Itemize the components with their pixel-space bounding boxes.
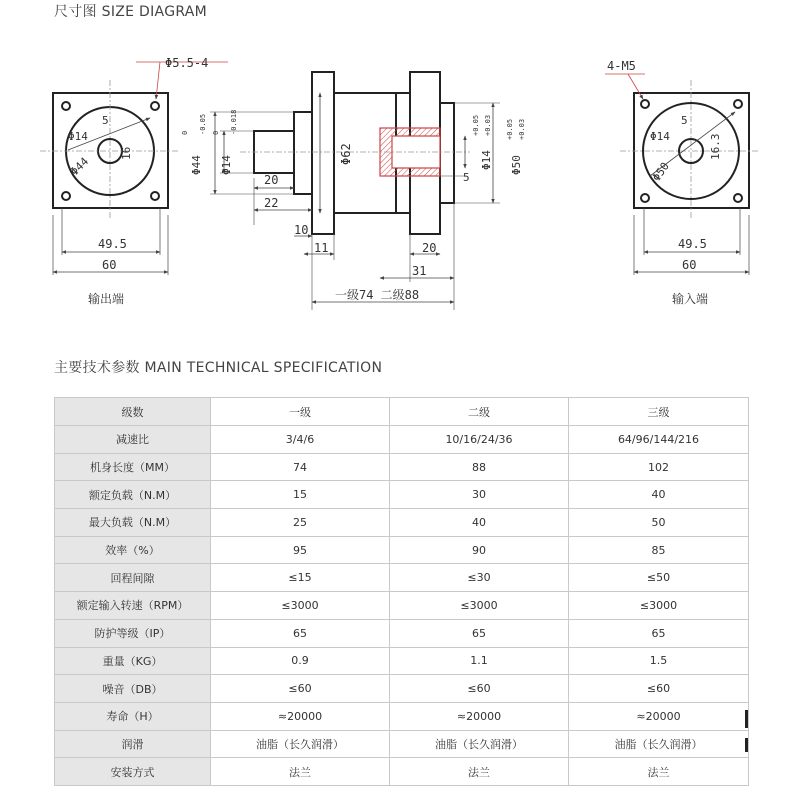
table-row (55, 758, 749, 786)
table-row (55, 675, 749, 703)
table-cell: 10/16/24/36 (390, 426, 569, 454)
spec-title: 主要技术参数 MAIN TECHNICAL SPECIFICATION (54, 360, 383, 376)
table-row (55, 481, 749, 509)
size-diagram (0, 0, 800, 330)
table-row (55, 647, 749, 675)
table-cell: 油脂（长久润滑） (390, 730, 569, 758)
table-cell: 3/4/6 (211, 426, 390, 454)
spec-table (54, 397, 749, 786)
table-row (55, 536, 749, 564)
column-header: 一级 (211, 398, 390, 426)
output-width1-label: 49.5 (98, 237, 127, 251)
side-d14-right-tol-upper: +0.05 (472, 114, 480, 136)
row-label: 安装方式 (55, 758, 211, 786)
row-label: 最大负载（N.M） (55, 509, 211, 537)
row-label: 机身长度（MM） (55, 453, 211, 481)
row-label: 重量（KG） (55, 647, 211, 675)
side-d62-label: Φ62 (339, 143, 353, 165)
table-cell: 油脂（长久润滑） (569, 730, 749, 758)
size-diagram-title: 尺寸图 SIZE DIAGRAM (54, 4, 208, 20)
input-caption: 输入端 (672, 292, 709, 306)
side-d50-tol-upper: +0.05 (506, 118, 514, 140)
table-cell: ≤60 (569, 675, 749, 703)
table-row (55, 509, 749, 537)
table-cell: 95 (211, 536, 390, 564)
side-len11-label: 11 (314, 241, 329, 255)
column-header: 三级 (569, 398, 749, 426)
side-total-length-label: 一级74 二级88 (335, 288, 420, 302)
output-caption: 输出端 (88, 292, 125, 306)
table-row (55, 619, 749, 647)
table-cell: ≤30 (390, 564, 569, 592)
table-cell: ≈20000 (569, 702, 749, 730)
side-d14-right-label: Φ14 (480, 150, 493, 170)
table-cell: 法兰 (390, 758, 569, 786)
column-header: 级数 (55, 398, 211, 426)
row-label: 防护等级（IP） (55, 619, 211, 647)
row-label: 效率（%） (55, 536, 211, 564)
side-key-right-label: 5 (463, 171, 470, 184)
table-cell: 法兰 (211, 758, 390, 786)
table-cell: 65 (390, 619, 569, 647)
table-header-row (55, 398, 749, 426)
input-flange-outline (634, 93, 749, 208)
side-d14-right-tol-lower: +0.03 (484, 114, 492, 136)
table-cell: ≤60 (211, 675, 390, 703)
table-cell: 74 (211, 453, 390, 481)
side-d44-tol-upper: 0 (181, 130, 189, 135)
side-len31-label: 31 (412, 264, 427, 278)
side-d44-tol-lower: -0.05 (199, 113, 207, 135)
side-len20-right-label: 20 (422, 241, 437, 255)
row-label: 噪音（DB） (55, 675, 211, 703)
side-len22-label: 22 (264, 196, 279, 210)
table-cell: ≤3000 (569, 592, 749, 620)
table-cell: 40 (390, 509, 569, 537)
table-cell: 0.9 (211, 647, 390, 675)
edge-mark (745, 710, 748, 728)
table-cell: 102 (569, 453, 749, 481)
table-cell: 法兰 (569, 758, 749, 786)
output-pcd-label: Φ44 (67, 154, 92, 179)
table-cell: 25 (211, 509, 390, 537)
table-cell: ≤50 (569, 564, 749, 592)
table-row (55, 564, 749, 592)
table-cell: 50 (569, 509, 749, 537)
table-cell: 64/96/144/216 (569, 426, 749, 454)
table-cell: 1.5 (569, 647, 749, 675)
table-cell: ≈20000 (390, 702, 569, 730)
side-d14-tol-upper: 0 (212, 130, 220, 135)
table-row (55, 702, 749, 730)
row-label: 润滑 (55, 730, 211, 758)
side-d14-tol-lower: -0.018 (230, 109, 238, 135)
input-keyh-label: 16.3 (709, 133, 722, 160)
input-key-label: 5 (681, 114, 688, 127)
table-cell: 1.1 (390, 647, 569, 675)
edge-mark (745, 738, 748, 752)
input-width1-label: 49.5 (678, 237, 707, 251)
side-section-view (210, 72, 500, 310)
output-keyh-label: 16 (120, 146, 133, 160)
table-cell: 油脂（长久润滑） (211, 730, 390, 758)
table-cell: 15 (211, 481, 390, 509)
table-cell: ≤60 (390, 675, 569, 703)
table-row (55, 453, 749, 481)
output-flange (312, 72, 334, 234)
table-cell: 30 (390, 481, 569, 509)
side-d50-tol-lower: +0.03 (518, 118, 526, 140)
table-cell: ≤15 (211, 564, 390, 592)
row-label: 额定输入转速（RPM） (55, 592, 211, 620)
column-header: 二级 (390, 398, 569, 426)
table-cell: ≤3000 (211, 592, 390, 620)
table-row (55, 592, 749, 620)
table-cell: 85 (569, 536, 749, 564)
table-cell: ≤3000 (390, 592, 569, 620)
output-key-label: 5 (102, 114, 109, 127)
output-flange-outline (53, 93, 168, 208)
output-bore-label: Φ14 (68, 130, 88, 143)
output-width2-label: 60 (102, 258, 117, 272)
side-d44-label: Φ44 (190, 155, 203, 175)
side-len20-label: 20 (264, 173, 279, 187)
table-row (55, 730, 749, 758)
table-cell: 65 (211, 619, 390, 647)
table-cell: 65 (569, 619, 749, 647)
row-label: 额定负载（N.M） (55, 481, 211, 509)
input-hole-label: 4-M5 (607, 59, 636, 73)
table-cell: 88 (390, 453, 569, 481)
row-label: 寿命（H） (55, 702, 211, 730)
side-len10-label: 10 (294, 223, 309, 237)
side-d50-label: Φ50 (510, 155, 523, 175)
input-width2-label: 60 (682, 258, 697, 272)
table-cell: 90 (390, 536, 569, 564)
output-hole-label: Φ5.5-4 (165, 56, 209, 70)
row-label: 减速比 (55, 426, 211, 454)
table-cell: 40 (569, 481, 749, 509)
input-bore-label: Φ14 (650, 130, 670, 143)
table-row (55, 426, 749, 454)
input-pcd-label: Φ50 (649, 159, 672, 184)
table-cell: ≈20000 (211, 702, 390, 730)
side-d14-label: Φ14 (220, 155, 233, 175)
row-label: 回程间隙 (55, 564, 211, 592)
